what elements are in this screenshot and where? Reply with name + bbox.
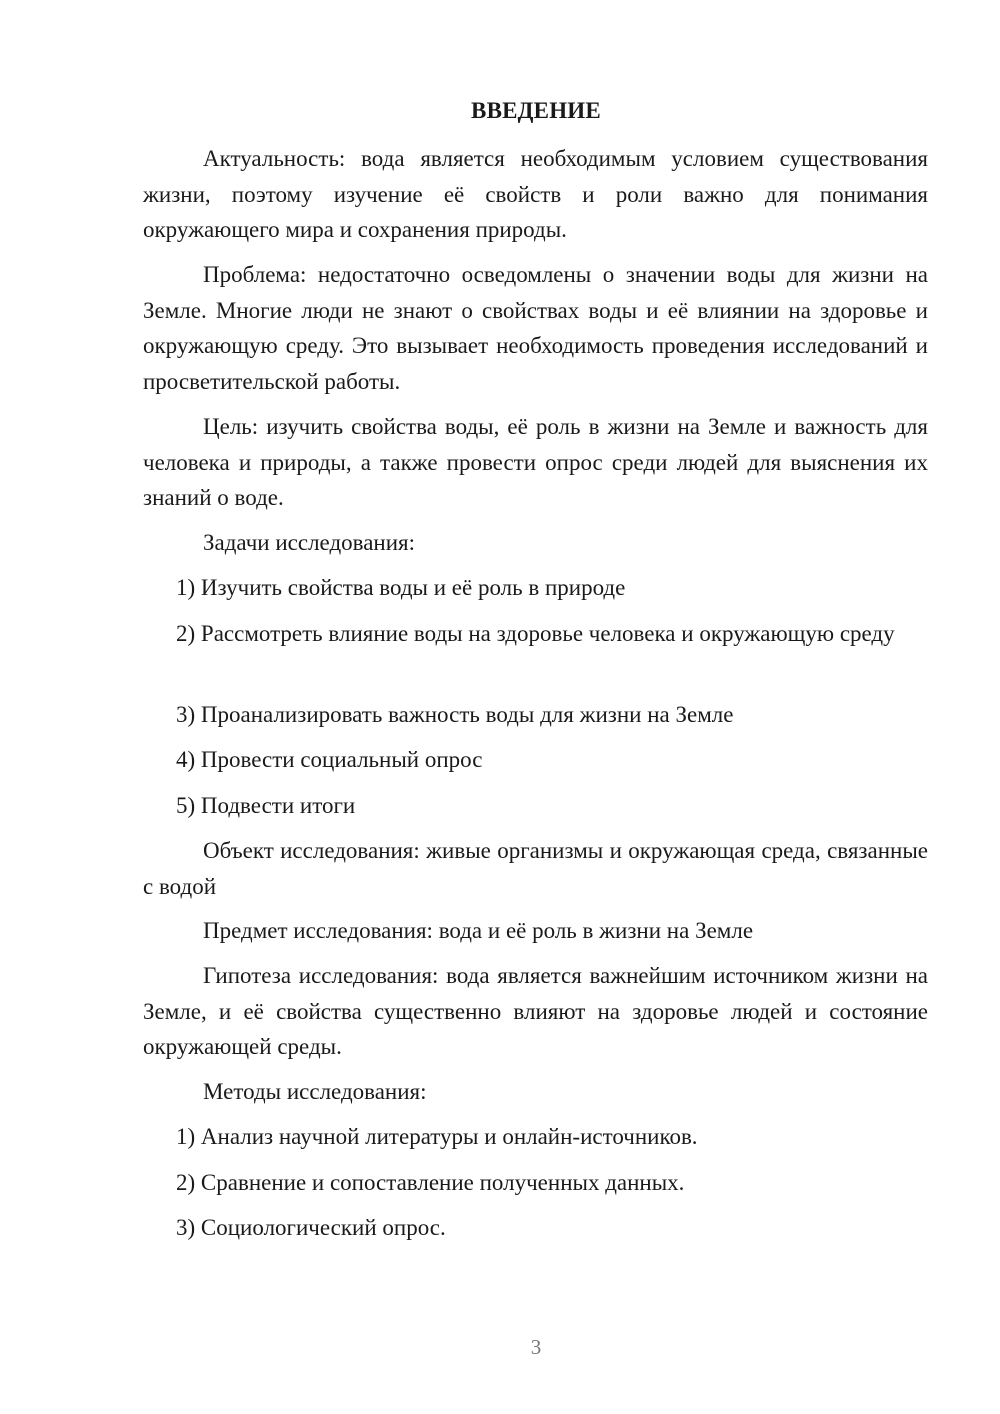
- methods-heading: Методы исследования:: [203, 1079, 427, 1104]
- method-item-3: 3) Социологический опрос.: [176, 1215, 446, 1240]
- method-item-1: 1) Анализ научной литературы и онлайн-источников.: [176, 1124, 698, 1149]
- research-object-paragraph: Объект исследования: живые организмы и окружающая среда, связанные с водой: [143, 838, 928, 899]
- method-item-2: 2) Сравнение и сопоставление полученных данных.: [176, 1170, 685, 1195]
- task-item-2: 2) Рассмотреть влияние воды на здоровье человека и окружающую среду: [176, 621, 895, 646]
- tasks-heading: Задачи исследования:: [203, 530, 416, 555]
- goal-paragraph: Цель: изучить свойства воды, её роль в жизни на Земле и важность для человека и природы, а также провести опрос среди людей для выяснения их знаний о воде.: [143, 414, 928, 510]
- relevance-paragraph: Актуальность: вода является необходимым условием существования жизни, поэтому изучение её свойств и роли важно для понимания окружающего мира и сохранения природы.: [143, 146, 928, 242]
- task-item-1: 1) Изучить свойства воды и её роль в природе: [176, 575, 626, 600]
- task-item-3: 3) Проанализировать важность воды для жизни на Земле: [176, 702, 734, 727]
- hypothesis-paragraph: Гипотеза исследования: вода является важнейшим источником жизни на Земле, и её свойства существенно влияют на здоровье людей и состояние окружающей среды.: [143, 963, 928, 1059]
- research-subject-paragraph: Предмет исследования: вода и её роль в жизни на Земле: [203, 918, 754, 943]
- task-item-5: 5) Подвести итоги: [176, 793, 356, 818]
- task-item-4: 4) Провести социальный опрос: [176, 747, 483, 772]
- page-number: 3: [530, 1335, 542, 1359]
- section-title: ВВЕДЕНИЕ: [471, 98, 601, 123]
- problem-paragraph: Проблема: недостаточно осведомлены о значении воды для жизни на Земле. Многие люди не знают о свойствах воды и её влиянии на здоровье и окружающую среду. Это вызывает необходимость проведения исследований и просветительской работы.: [143, 262, 928, 394]
